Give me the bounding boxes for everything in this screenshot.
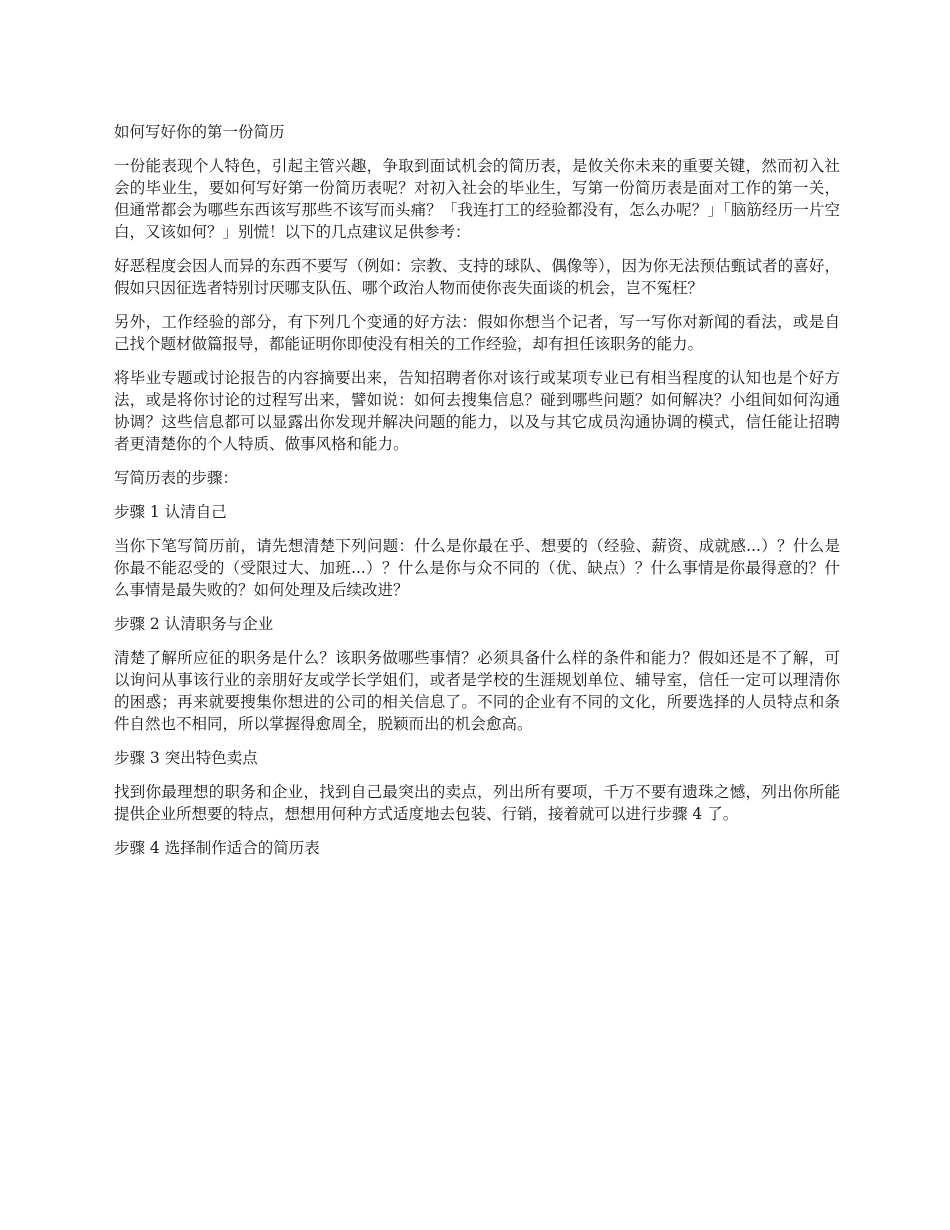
step-1-heading: 步骤 1 认清自己	[114, 503, 227, 521]
step-3-body: 找到你最理想的职务和企业，找到自己最突出的卖点，列出所有要项，千万不要有遗珠之憾，列出你所能提供企业所想要的特点，想想用何种方式适度地去包装、行销，接着就可以进行步骤 4 了。	[114, 783, 840, 823]
advice-paragraph-preferences: 好恶程度会因人而异的东西不要写（例如：宗教、支持的球队、偶像等），因为你无法预估甄试者的喜好，假如只因征选者特别讨厌哪支队伍、哪个政治人物而使你丧失面谈的机会，岂不冤枉？	[114, 257, 840, 297]
step-3-heading: 步骤 3 突出特色卖点	[114, 749, 258, 767]
document-title: 如何写好你的第一份简历	[114, 123, 285, 141]
step-1-body: 当你下笔写简历前，请先想清楚下列问题：什么是你最在乎、想要的（经验、薪资、成就感...）？什么是你最不能忍受的（受限过大、加班...）？什么是你与众不同的（优、缺点）？什么事情是你最得意的？什么事情是最失败的？如何处理及后续改进？	[114, 537, 840, 599]
intro-paragraph: 一份能表现个人特色，引起主管兴趣，争取到面试机会的简历表，是攸关你未来的重要关键，然而初入社会的毕业生，要如何写好第一份简历表呢？对初入社会的毕业生，写第一份简历表是面对工作的第一关，但通常都会为哪些东西该写那些不该写而头痛？「我连打工的经验都没有，怎么办呢？」「脑筋经历一片空白，又该如何？」别慌！以下的几点建议足供参考：	[114, 157, 840, 241]
steps-heading: 写简历表的步骤：	[114, 469, 239, 487]
advice-paragraph-work-experience: 另外，工作经验的部分，有下列几个变通的好方法：假如你想当个记者，写一写你对新闻的看法，或是自己找个题材做篇报导，都能证明你即使没有相关的工作经验，却有担任该职务的能力。	[114, 313, 840, 353]
step-2-heading: 步骤 2 认清职务与企业	[114, 615, 274, 633]
advice-paragraph-project-summary: 将毕业专题或讨论报告的内容摘要出来，告知招聘者你对该行或某项专业已有相当程度的认知也是个好方法，或是将你讨论的过程写出来，譬如说：如何去搜集信息？碰到哪些问题？如何解决？小组间如何沟通协调？这些信息都可以显露出你发现并解决问题的能力，以及与其它成员沟通协调的模式，信任能让招聘者更清楚你的个人特质、做事风格和能力。	[114, 369, 840, 453]
document-page	[114, 121, 840, 871]
step-2-body: 清楚了解所应征的职务是什么？该职务做哪些事情？必须具备什么样的条件和能力？假如还是不了解，可以询问从事该行业的亲朋好友或学长学姐们，或者是学校的生涯规划单位、辅导室，信任一定可以理清你的困惑；再来就要搜集你想进的公司的相关信息了。不同的企业有不同的文化，所要选择的人员特点和条件自然也不相同，所以掌握得愈周全，脱颖而出的机会愈高。	[114, 649, 840, 733]
step-4-heading: 步骤 4 选择制作适合的简历表	[114, 839, 320, 857]
